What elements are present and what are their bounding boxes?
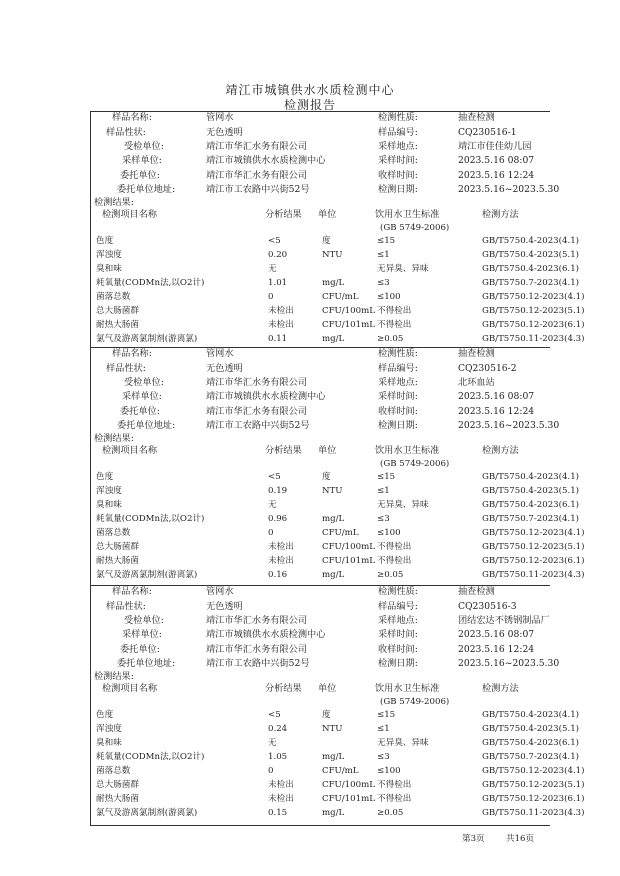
column-header: 检测方法 <box>482 445 519 456</box>
table-cell: mg/L <box>322 570 345 580</box>
info-label: 检测性质: <box>378 112 418 123</box>
table-cell: ≤15 <box>377 472 396 482</box>
table-cell: ≤15 <box>377 236 396 246</box>
table-cell: mg/L <box>322 808 345 818</box>
column-header: 单位 <box>318 445 337 456</box>
table-cell: 菌落总数 <box>96 528 131 538</box>
table-cell: 无异臭、异味 <box>377 264 429 274</box>
info-label: 检测日期: <box>378 184 418 195</box>
table-cell: mg/L <box>322 278 345 288</box>
table-cell: GB/T5750.7-2023(4.1) <box>482 278 580 288</box>
info-value: CQ230516-2 <box>458 362 517 374</box>
table-cell: 不得检出 <box>377 780 412 790</box>
table-cell: CFU/mL <box>322 528 359 538</box>
info-label: 收样时间: <box>378 405 418 417</box>
info-label: 委托单位地址: <box>117 420 176 431</box>
info-label: 检测性质: <box>378 348 418 359</box>
table-cell: CFU/mL <box>322 292 359 302</box>
info-value: 2023.5.16 12:24 <box>458 169 535 181</box>
table-cell: 耗氧量(CODMn法,以O2计) <box>96 752 205 762</box>
table-cell: <5 <box>268 472 281 482</box>
info-label: 采样单位: <box>122 155 162 166</box>
page-number: 第3页 <box>462 834 485 844</box>
info-value: 2023.5.16 12:24 <box>458 405 535 417</box>
info-label: 采样单位: <box>122 391 162 402</box>
table-cell: 臭和味 <box>96 500 122 510</box>
info-value: 靖江市华汇水务有限公司 <box>206 643 308 655</box>
table-cell: GB/T5750.11-2023(4.3) <box>482 808 585 818</box>
table-cell: 色度 <box>96 472 114 482</box>
info-label: 检测性质: <box>378 586 418 597</box>
info-value: 靖江市华汇水务有限公司 <box>206 377 308 388</box>
table-cell: GB/T5750.4-2023(6.1) <box>482 738 580 748</box>
table-cell: 总大肠菌群 <box>96 780 139 790</box>
table-cell: GB/T5750.4-2023(4.1) <box>482 236 580 246</box>
table-cell: 0 <box>268 528 274 538</box>
table-cell: GB/T5750.12-2023(6.1) <box>482 320 585 330</box>
table-cell: 0.24 <box>268 724 288 734</box>
info-value: 2023.5.16~2023.5.30 <box>458 420 560 431</box>
table-cell: CFU/101mL <box>322 556 375 566</box>
column-header: 饮用水卫生标准 <box>375 209 440 220</box>
table-cell: CFU/100mL <box>322 542 375 552</box>
table-cell: GB/T5750.12-2023(4.1) <box>482 528 585 538</box>
info-label: 委托单位地址: <box>117 658 176 669</box>
info-label: 采样时间: <box>378 391 418 402</box>
info-label: 样品名称: <box>112 112 152 123</box>
column-header: 检测项目名称 <box>102 445 158 456</box>
table-cell: 无 <box>268 500 277 510</box>
table-cell: CFU/mL <box>322 766 359 776</box>
info-value: 2023.5.16 08:07 <box>458 629 535 640</box>
table-cell: mg/L <box>322 752 345 762</box>
column-header: 检测方法 <box>482 209 519 220</box>
table-cell: 浑浊度 <box>96 250 122 260</box>
info-value: 靖江市工农路中兴街52号 <box>206 658 310 669</box>
info-value: 管网水 <box>206 112 234 123</box>
table-cell: 无 <box>268 738 277 748</box>
info-value: 2023.5.16 08:07 <box>458 391 535 402</box>
column-header: 检测项目名称 <box>102 683 158 694</box>
info-label: 采样地点: <box>378 141 418 152</box>
info-value: 无色透明 <box>206 126 243 138</box>
info-label: 采样地点: <box>378 377 418 388</box>
table-cell: 色度 <box>96 236 114 246</box>
table-cell: 不得检出 <box>377 556 412 566</box>
table-cell: NTU <box>322 486 343 496</box>
table-cell: 浑浊度 <box>96 486 122 496</box>
table-cell: 1.01 <box>268 278 288 288</box>
info-label: 检测日期: <box>378 658 418 669</box>
info-label: 样品性状: <box>106 600 146 612</box>
table-cell: 氯气及游离氯制剂(游离氯) <box>96 570 198 580</box>
info-label: 委托单位地址: <box>117 184 176 195</box>
table-cell: 总大肠菌群 <box>96 306 139 316</box>
column-header: 饮用水卫生标准 <box>375 445 440 456</box>
table-cell: GB/T5750.7-2023(4.1) <box>482 752 580 762</box>
info-value: CQ230516-3 <box>458 600 517 612</box>
table-cell: GB/T5750.11-2023(4.3) <box>482 570 585 580</box>
table-cell: 菌落总数 <box>96 766 131 776</box>
table-cell: NTU <box>322 724 343 734</box>
table-cell: ≥0.05 <box>377 334 404 344</box>
info-label: 受检单位: <box>124 615 164 626</box>
info-label: 样品名称: <box>112 348 152 359</box>
table-cell: mg/L <box>322 514 345 524</box>
table-cell: 0 <box>268 292 274 302</box>
results-label: 检测结果: <box>94 433 134 444</box>
table-cell: 度 <box>322 472 331 482</box>
table-cell: ≤3 <box>377 278 390 288</box>
table-cell: 0.11 <box>268 334 288 344</box>
column-header: 单位 <box>318 209 337 220</box>
table-cell: 未检出 <box>268 794 294 804</box>
table-cell: 不得检出 <box>377 542 412 552</box>
info-label: 受检单位: <box>124 377 164 388</box>
info-value: 抽查检测 <box>458 112 495 123</box>
results-label: 检测结果: <box>94 671 134 682</box>
info-value: 无色透明 <box>206 362 243 374</box>
table-cell: 1.05 <box>268 752 288 762</box>
info-label: 样品名称: <box>112 586 152 597</box>
table-cell: 浑浊度 <box>96 724 122 734</box>
info-value: 无色透明 <box>206 600 243 612</box>
info-label: 委托单位: <box>120 169 160 181</box>
info-value: 抽查检测 <box>458 586 495 597</box>
info-value: 靖江市华汇水务有限公司 <box>206 169 308 181</box>
standard-code: (GB 5749-2006) <box>380 697 450 707</box>
table-cell: ≤1 <box>377 486 390 496</box>
info-value: 靖江市工农路中兴街52号 <box>206 184 310 195</box>
column-header: 饮用水卫生标准 <box>375 683 440 694</box>
bottom-rule <box>90 825 550 826</box>
table-cell: GB/T5750.4-2023(5.1) <box>482 250 580 260</box>
table-cell: 未检出 <box>268 780 294 790</box>
table-cell: 未检出 <box>268 542 294 552</box>
table-cell: 0.16 <box>268 570 288 580</box>
info-label: 委托单位: <box>120 405 160 417</box>
info-label: 样品编号: <box>378 126 418 138</box>
info-label: 样品编号: <box>378 600 418 612</box>
info-value: 2023.5.16~2023.5.30 <box>458 658 560 669</box>
table-cell: 不得检出 <box>377 306 412 316</box>
info-value: 靖江市城镇供水水质检测中心 <box>206 629 326 640</box>
table-cell: ≥0.05 <box>377 570 404 580</box>
table-cell: GB/T5750.12-2023(6.1) <box>482 556 585 566</box>
info-value: 靖江市华汇水务有限公司 <box>206 141 308 152</box>
info-value: 靖江市佳佳幼儿园 <box>458 141 532 152</box>
info-label: 样品性状: <box>106 362 146 374</box>
info-value: 团结宏达不锈钢制品厂 <box>458 615 550 626</box>
table-cell: ≤1 <box>377 250 390 260</box>
table-cell: 氯气及游离氯制剂(游离氯) <box>96 334 198 344</box>
table-cell: 未检出 <box>268 306 294 316</box>
results-label: 检测结果: <box>94 197 134 208</box>
table-cell: ≤3 <box>377 514 390 524</box>
table-cell: 不得检出 <box>377 794 412 804</box>
total-pages: 共16页 <box>506 834 535 844</box>
report-title: 靖江市城镇供水水质检测中心 <box>225 83 395 97</box>
table-cell: 不得检出 <box>377 320 412 330</box>
table-cell: mg/L <box>322 334 345 344</box>
table-cell: 耗氧量(CODMn法,以O2计) <box>96 514 205 524</box>
table-cell: ≤100 <box>377 528 401 538</box>
table-cell: 0.20 <box>268 250 288 260</box>
table-cell: 氯气及游离氯制剂(游离氯) <box>96 808 198 818</box>
table-cell: 无异臭、异味 <box>377 500 429 510</box>
table-cell: 菌落总数 <box>96 292 131 302</box>
info-value: 管网水 <box>206 348 234 359</box>
info-value: 2023.5.16 08:07 <box>458 155 535 166</box>
standard-code: (GB 5749-2006) <box>380 459 450 469</box>
table-cell: 0.19 <box>268 486 288 496</box>
table-cell: CFU/101mL <box>322 320 375 330</box>
info-label: 样品性状: <box>106 126 146 138</box>
table-cell: 0 <box>268 766 274 776</box>
table-cell: NTU <box>322 250 343 260</box>
table-cell: ≤3 <box>377 752 390 762</box>
table-cell: GB/T5750.4-2023(6.1) <box>482 264 580 274</box>
table-cell: GB/T5750.7-2023(4.1) <box>482 514 580 524</box>
table-cell: GB/T5750.11-2023(4.3) <box>482 334 585 344</box>
info-label: 收样时间: <box>378 169 418 181</box>
info-value: 靖江市城镇供水水质检测中心 <box>206 391 326 402</box>
table-cell: GB/T5750.12-2023(5.1) <box>482 542 585 552</box>
table-cell: <5 <box>268 710 281 720</box>
table-cell: CFU/101mL <box>322 794 375 804</box>
info-label: 采样时间: <box>378 629 418 640</box>
table-cell: 无异臭、异味 <box>377 738 429 748</box>
table-cell: GB/T5750.12-2023(4.1) <box>482 766 585 776</box>
table-cell: ≤100 <box>377 766 401 776</box>
info-value: 靖江市城镇供水水质检测中心 <box>206 155 326 166</box>
info-label: 检测日期: <box>378 420 418 431</box>
info-value: 靖江市华汇水务有限公司 <box>206 615 308 626</box>
info-label: 采样地点: <box>378 615 418 626</box>
table-cell: GB/T5750.4-2023(6.1) <box>482 500 580 510</box>
info-value: 管网水 <box>206 586 234 597</box>
table-cell: 臭和味 <box>96 264 122 274</box>
table-cell: GB/T5750.4-2023(4.1) <box>482 472 580 482</box>
column-header: 检测方法 <box>482 683 519 694</box>
table-cell: GB/T5750.4-2023(4.1) <box>482 710 580 720</box>
table-cell: <5 <box>268 236 281 246</box>
info-value: 靖江市华汇水务有限公司 <box>206 405 308 417</box>
table-cell: CFU/100mL <box>322 780 375 790</box>
info-label: 采样时间: <box>378 155 418 166</box>
table-cell: GB/T5750.12-2023(5.1) <box>482 780 585 790</box>
table-cell: 0.15 <box>268 808 288 818</box>
info-value: 2023.5.16~2023.5.30 <box>458 184 560 195</box>
table-cell: GB/T5750.12-2023(4.1) <box>482 292 585 302</box>
table-cell: GB/T5750.4-2023(5.1) <box>482 486 580 496</box>
table-cell: ≥0.05 <box>377 808 404 818</box>
info-label: 受检单位: <box>124 141 164 152</box>
table-cell: 无 <box>268 264 277 274</box>
info-value: 2023.5.16 12:24 <box>458 643 535 655</box>
table-cell: 度 <box>322 710 331 720</box>
table-cell: 未检出 <box>268 320 294 330</box>
column-header: 单位 <box>318 683 337 694</box>
info-label: 采样单位: <box>122 629 162 640</box>
info-label: 委托单位: <box>120 643 160 655</box>
table-cell: ≤1 <box>377 724 390 734</box>
table-cell: CFU/100mL <box>322 306 375 316</box>
column-header: 检测项目名称 <box>102 209 158 220</box>
table-cell: ≤15 <box>377 710 396 720</box>
table-cell: 色度 <box>96 710 114 720</box>
table-cell: 耐热大肠菌 <box>96 794 139 804</box>
table-cell: GB/T5750.12-2023(6.1) <box>482 794 585 804</box>
info-label: 样品编号: <box>378 362 418 374</box>
table-cell: GB/T5750.4-2023(5.1) <box>482 724 580 734</box>
table-cell: 耐热大肠菌 <box>96 320 139 330</box>
table-cell: 耗氧量(CODMn法,以O2计) <box>96 278 205 288</box>
table-cell: 臭和味 <box>96 738 122 748</box>
table-cell: 度 <box>322 236 331 246</box>
report-subtitle: 检测报告 <box>283 98 336 112</box>
table-cell: 总大肠菌群 <box>96 542 139 552</box>
column-header: 分析结果 <box>265 683 302 694</box>
table-cell: 未检出 <box>268 556 294 566</box>
info-value: 靖江市工农路中兴街52号 <box>206 420 310 431</box>
standard-code: (GB 5749-2006) <box>380 223 450 233</box>
table-cell: 耐热大肠菌 <box>96 556 139 566</box>
table-cell: 0.96 <box>268 514 288 524</box>
info-value: CQ230516-1 <box>458 126 517 138</box>
column-header: 分析结果 <box>265 445 302 456</box>
info-label: 收样时间: <box>378 643 418 655</box>
left-rule <box>90 111 91 825</box>
table-cell: GB/T5750.12-2023(5.1) <box>482 306 585 316</box>
column-header: 分析结果 <box>265 209 302 220</box>
info-value: 北环血站 <box>458 377 495 388</box>
info-value: 抽查检测 <box>458 348 495 359</box>
table-cell: ≤100 <box>377 292 401 302</box>
